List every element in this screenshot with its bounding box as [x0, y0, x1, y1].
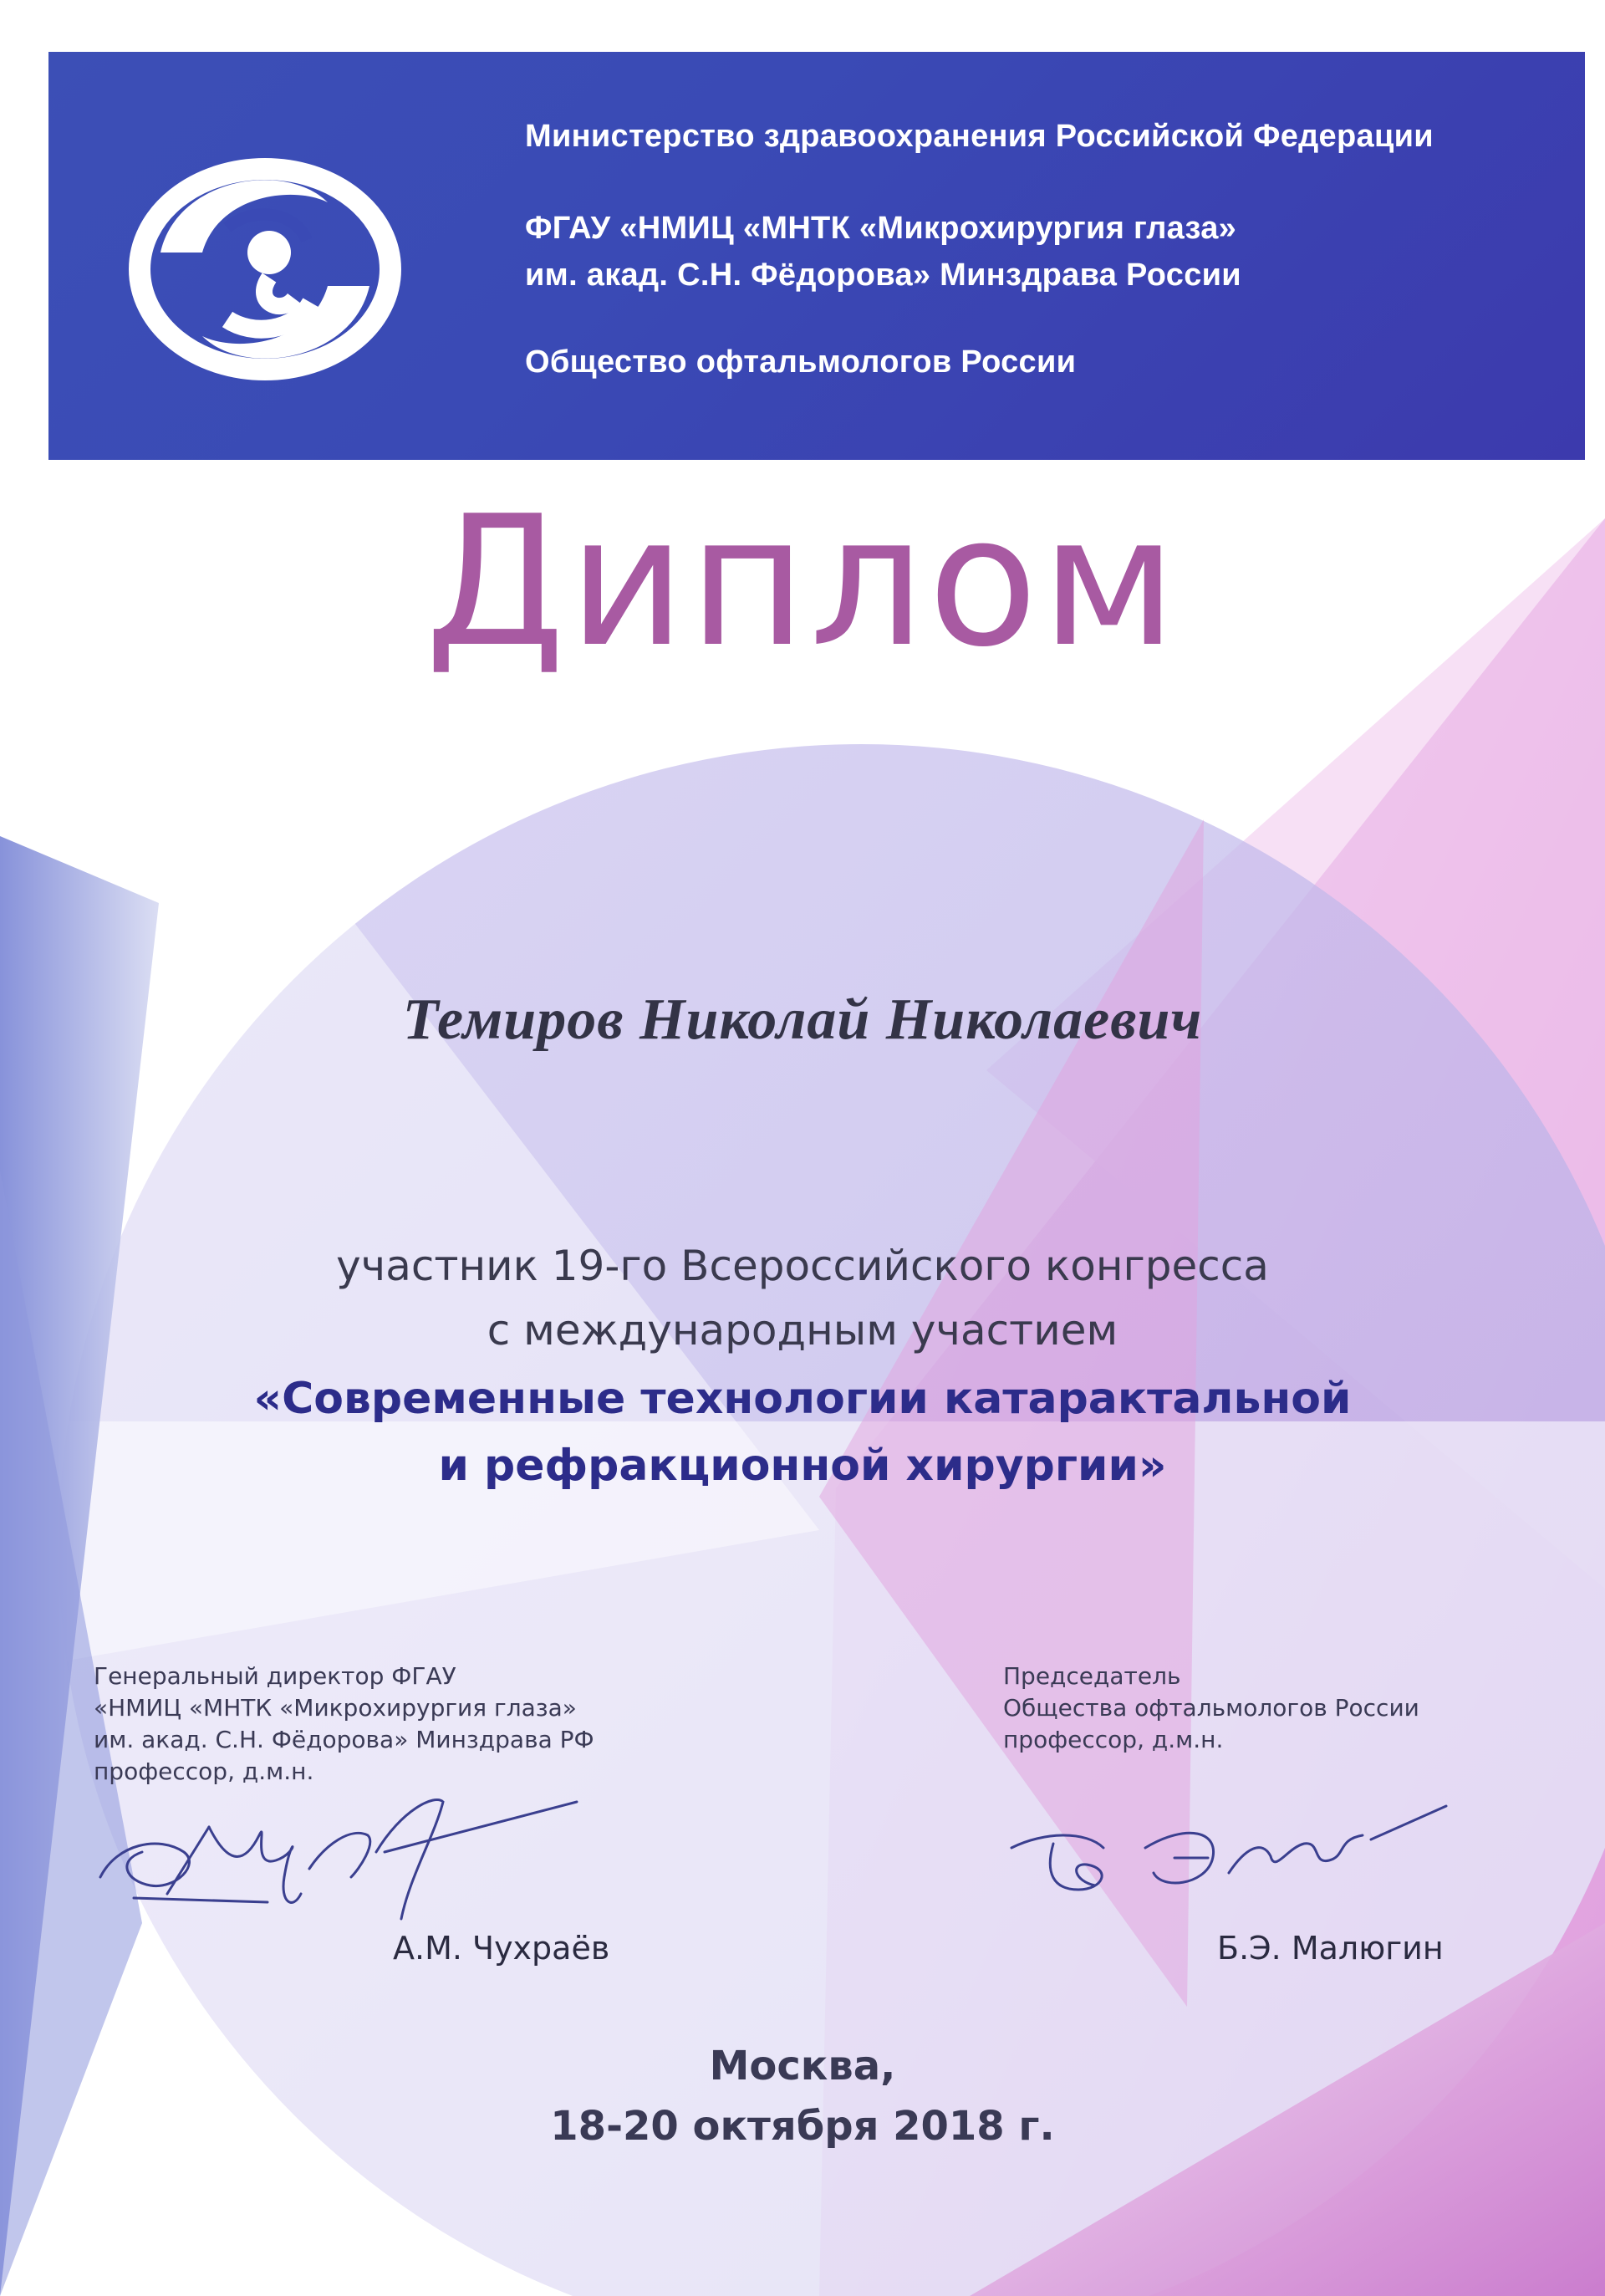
position-line: профессор, д.м.н.: [94, 1758, 314, 1785]
ministry-name: Министерство здравоохранения Российской Федерации: [525, 119, 1434, 154]
organization-name-line1: ФГАУ «НМИЦ «МНТК «Микрохирургия глаза»: [525, 211, 1237, 246]
eye-logo-icon: [127, 127, 403, 403]
city: Москва,: [709, 2043, 896, 2089]
participation-text-line1: участник 19-го Всероссийского конгресса: [336, 1242, 1269, 1290]
participation-text-line2: с международным участием: [487, 1306, 1118, 1355]
position-line: Председатель: [1003, 1662, 1181, 1690]
conference-title-line1: «Современные технологии катарактальной: [253, 1374, 1352, 1424]
conference-title-line2: и рефракционной хирургии»: [438, 1441, 1167, 1491]
signature-left: [84, 1777, 585, 1927]
position-line: им. акад. С.Н. Фёдорова» Минздрава РФ: [94, 1726, 594, 1753]
signature-right: [995, 1798, 1463, 1915]
position-line: профессор, д.м.н.: [1003, 1726, 1224, 1753]
signatory-left-position: [94, 1661, 594, 1788]
position-line: Общества офтальмологов России: [1003, 1694, 1419, 1722]
recipient-name: Темиров Николай Николаевич: [402, 987, 1203, 1052]
position-line: «НМИЦ «МНТК «Микрохирургия глаза»: [94, 1694, 577, 1722]
header-band: [48, 52, 1585, 460]
signatory-right-name: Б.Э. Малюгин: [1217, 1930, 1444, 1967]
event-date: 18-20 октября 2018 г.: [550, 2103, 1055, 2150]
position-line: Генеральный директор ФГАУ: [94, 1662, 456, 1690]
signatory-right-position: [1003, 1661, 1419, 1756]
diploma-title: Диплом: [425, 477, 1180, 686]
signatory-left-name: А.М. Чухраёв: [393, 1930, 610, 1967]
society-name: Общество офтальмологов России: [525, 344, 1077, 380]
organization-name-line2: им. акад. С.Н. Фёдорова» Минздрава России: [525, 258, 1241, 293]
